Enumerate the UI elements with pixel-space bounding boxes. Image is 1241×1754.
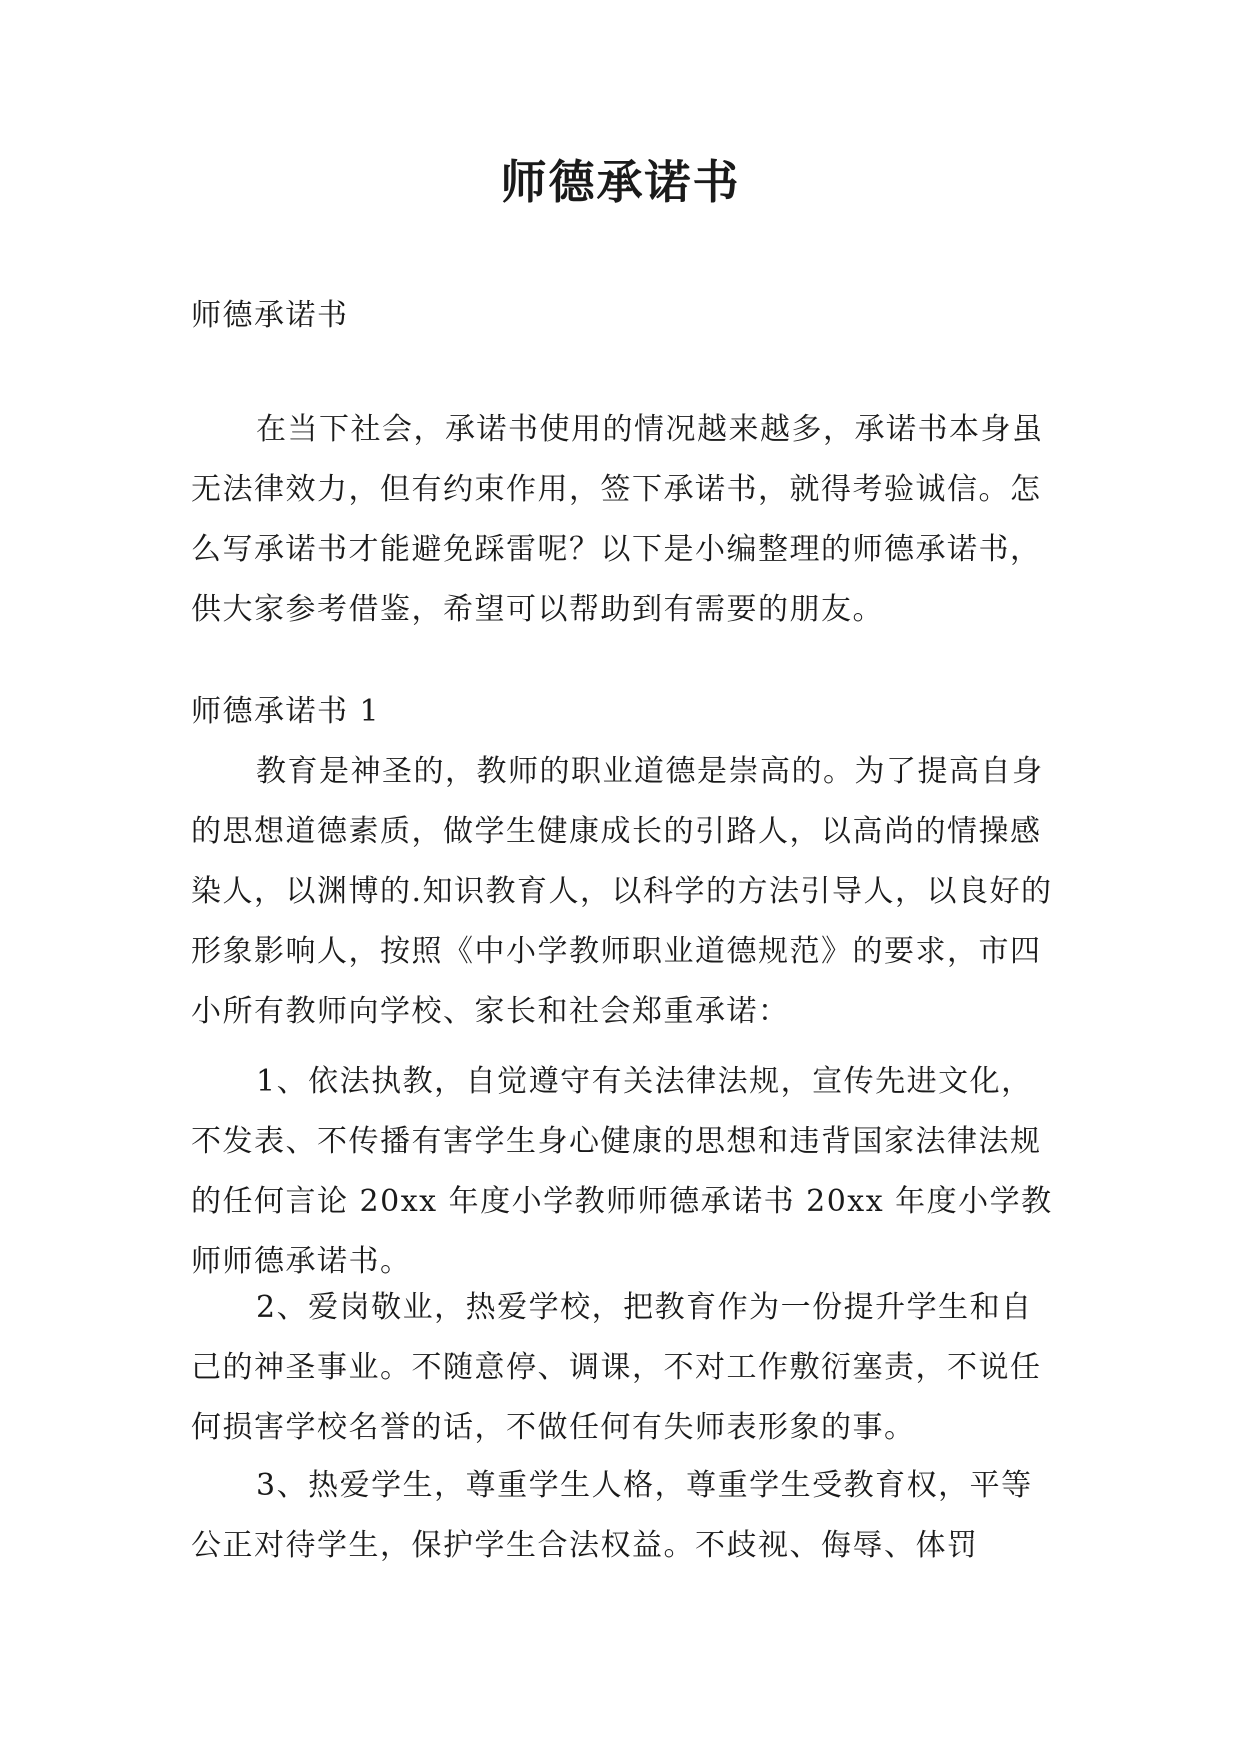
intro-paragraph: 在当下社会，承诺书使用的情况越来越多，承诺书本身虽无法律效力，但有约束作用，签下承诺书，就得考验诚信。怎么写承诺书才能避免踩雷呢？以下是小编整理的师德承诺书，供大家参考借鉴，希望可以帮助到有需要的朋友。 (191, 412, 1044, 627)
section-title: 师德承诺书 1 (191, 694, 381, 729)
body-paragraph-preamble: 教育是神圣的，教师的职业道德是崇高的。为了提高自身的思想道德素质，做学生健康成长的引路人，以高尚的情操感染人，以渊博的.知识教育人，以科学的方法引导人，以良好的形象影响人，按照《中小学教师职业道德规范》的要求，市四小所有教师向学校、家长和社会郑重承诺： (191, 754, 1053, 1029)
body-paragraph-item-1: 1、依法执教，自觉遵守有关法律法规，宣传先进文化，不发表、不传播有害学生身心健康的思想和违背国家法律法规的任何言论 20xx 年度小学教师师德承诺书 20xx 年度小学教师师德承诺书。 (191, 1064, 1053, 1279)
document-title: 师德承诺书 (500, 155, 741, 209)
body-paragraph-item-3: 3、热爱学生，尊重学生人格，尊重学生受教育权，平等公正对待学生，保护学生合法权益。不歧视、侮辱、体罚 (191, 1468, 1033, 1563)
body-paragraph-item-2: 2、爱岗敬业，热爱学校，把教育作为一份提升学生和自己的神圣事业。不随意停、调课，不对工作敷衍塞责，不说任何损害学校名誉的话，不做任何有失师表形象的事。 (191, 1290, 1042, 1445)
document-subtitle: 师德承诺书 (191, 298, 349, 333)
